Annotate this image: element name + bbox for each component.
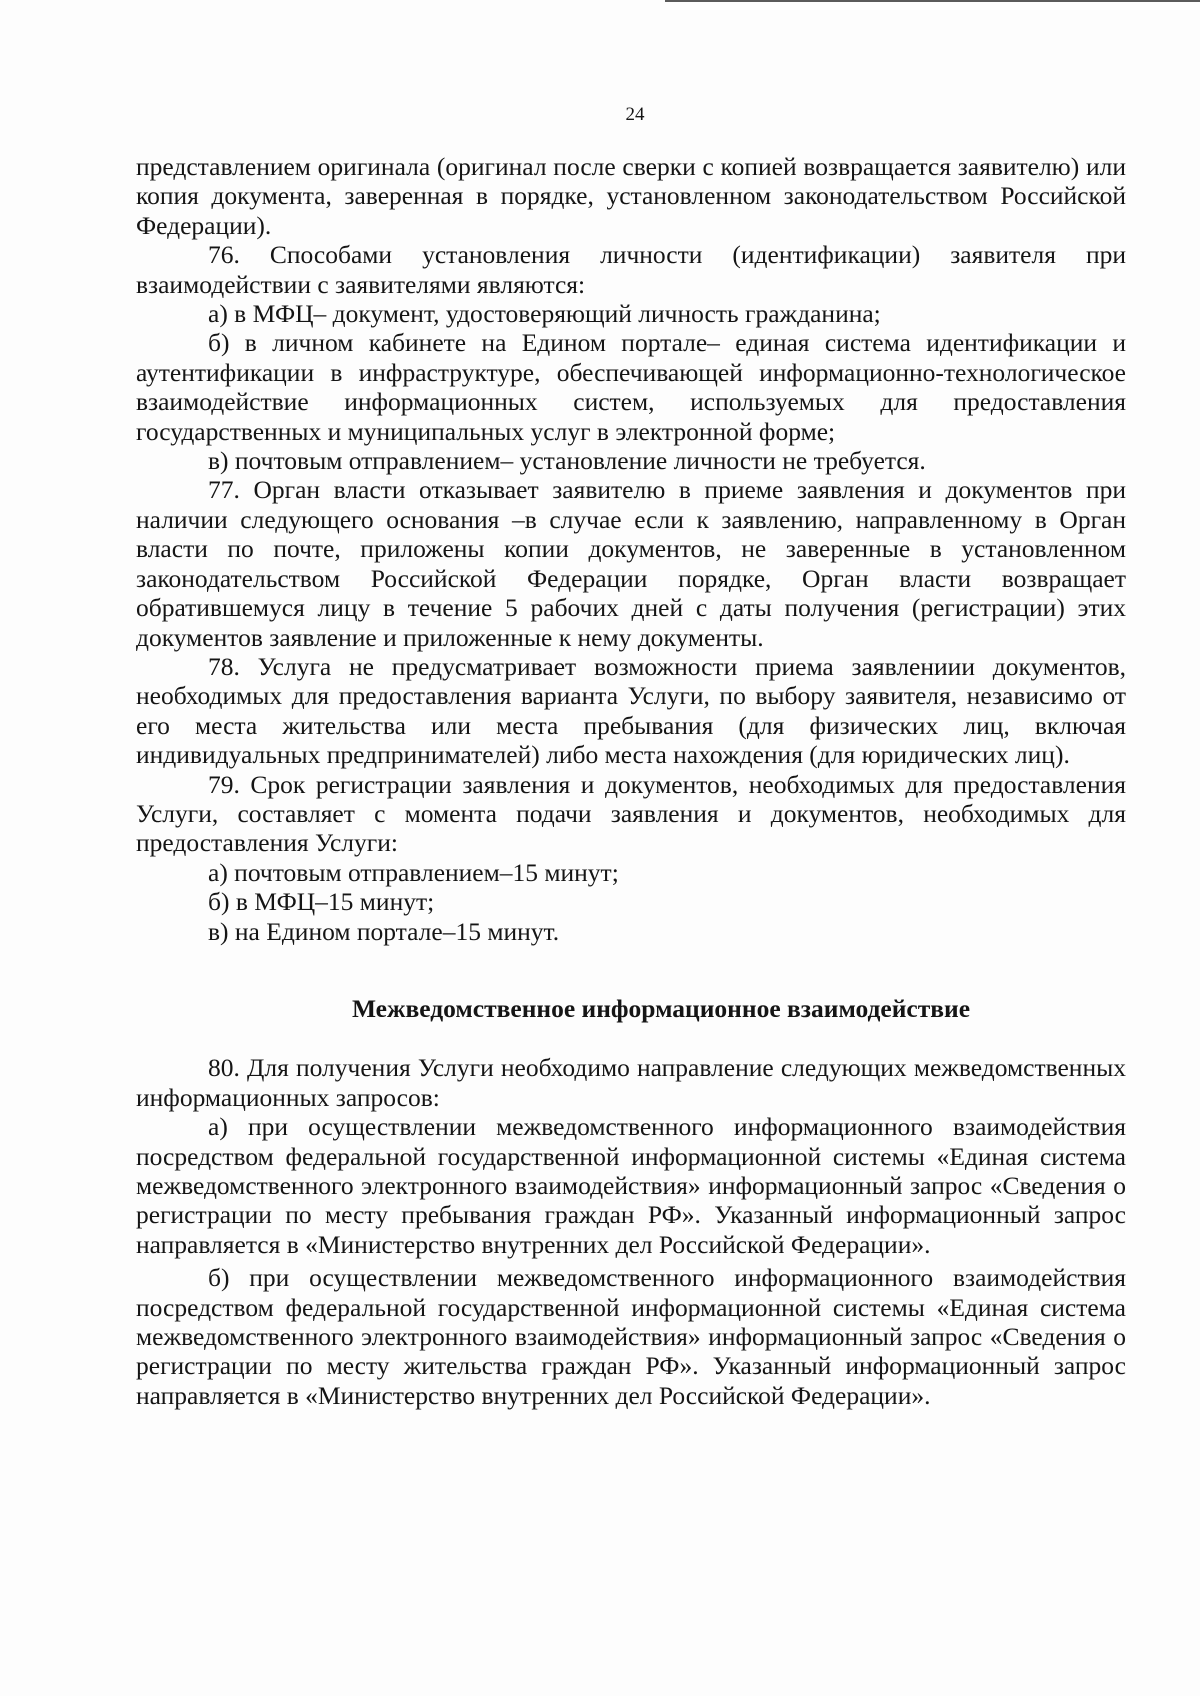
paragraph-continuation: представлением оригинала (оригинал после сверки с копией возвращается заявителю) или копия документа, заверенная в порядке, установленном законодательством Российской Федерации). <box>136 152 1126 240</box>
paragraph-79-b: б) в МФЦ–15 минут; <box>208 887 435 917</box>
page-number: 24 <box>625 104 645 125</box>
top-edge-line <box>665 0 1200 2</box>
paragraph-80-a: а) при осуществлении межведомственного информационного взаимодействия посредством федеральной государственной информационной системы «Единая система межведомственного электронного взаимодействия» информационный запрос «Сведения о регистрации по месту пребывания граждан РФ». Указанный информационный запрос направляется в «Министерство внутренних дел Российской Федерации». <box>136 1112 1126 1259</box>
paragraph-80-b: б) при осуществлении межведомственного информационного взаимодействия посредством федеральной государственной информационной системы «Единая система межведомственного электронного взаимодействия» информационный запрос «Сведения о регистрации по месту жительства граждан РФ». Указанный информационный запрос направляется в «Министерство внутренних дел Российской Федерации». <box>136 1263 1126 1410</box>
paragraph-76-v: в) почтовым отправлением– установление личности не требуется. <box>208 446 926 476</box>
paragraph-80: 80. Для получения Услуги необходимо направление следующих межведомственных информационных запросов: <box>136 1053 1126 1112</box>
paragraph-76-b: б) в личном кабинете на Едином портале– единая система идентификации и аутентификации в инфраструктуре, обеспечивающей информационно-технологическое взаимодействие информационных систем, используемых для предоставления государственных и муниципальных услуг в электронной форме; <box>136 328 1126 446</box>
paragraph-77: 77. Орган власти отказывает заявителю в приеме заявления и документов при наличии следующего основания –в случае если к заявлению, направленному в Орган власти по почте, приложены копии документов, не заверенные в установленном законодательством Российской Федерации порядке, Орган власти возвращает обратившемуся лицу в течение 5 рабочих дней с даты получения (регистрации) этих документов заявление и приложенные к нему документы. <box>136 475 1126 652</box>
paragraph-79-v: в) на Едином портале–15 минут. <box>208 916 560 946</box>
paragraph-76: 76. Способами установления личности (идентификации) заявителя при взаимодействии с заявителями являются: <box>136 240 1126 299</box>
paragraph-79: 79. Срок регистрации заявления и документов, необходимых для предоставления Услуги, составляет с момента подачи заявления и документов, необходимых для предоставления Услуги: <box>136 769 1126 858</box>
paragraph-78: 78. Услуга не предусматривает возможности приема заявлениии документов, необходимых для предоставления варианта Услуги, по выбору заявителя, независимо от его места жительства или места пребывания (для физических лиц, включая индивидуальных предпринимателей) либо места нахождения (для юридических лиц). <box>136 651 1126 770</box>
paragraph-79-a: а) почтовым отправлением–15 минут; <box>208 857 619 887</box>
section-heading: Межведомственное информационное взаимодействие <box>351 993 971 1023</box>
paragraph-76-a: а) в МФЦ– документ, удостоверяющий личность гражданина; <box>208 299 881 329</box>
document-body <box>136 152 1126 1410</box>
